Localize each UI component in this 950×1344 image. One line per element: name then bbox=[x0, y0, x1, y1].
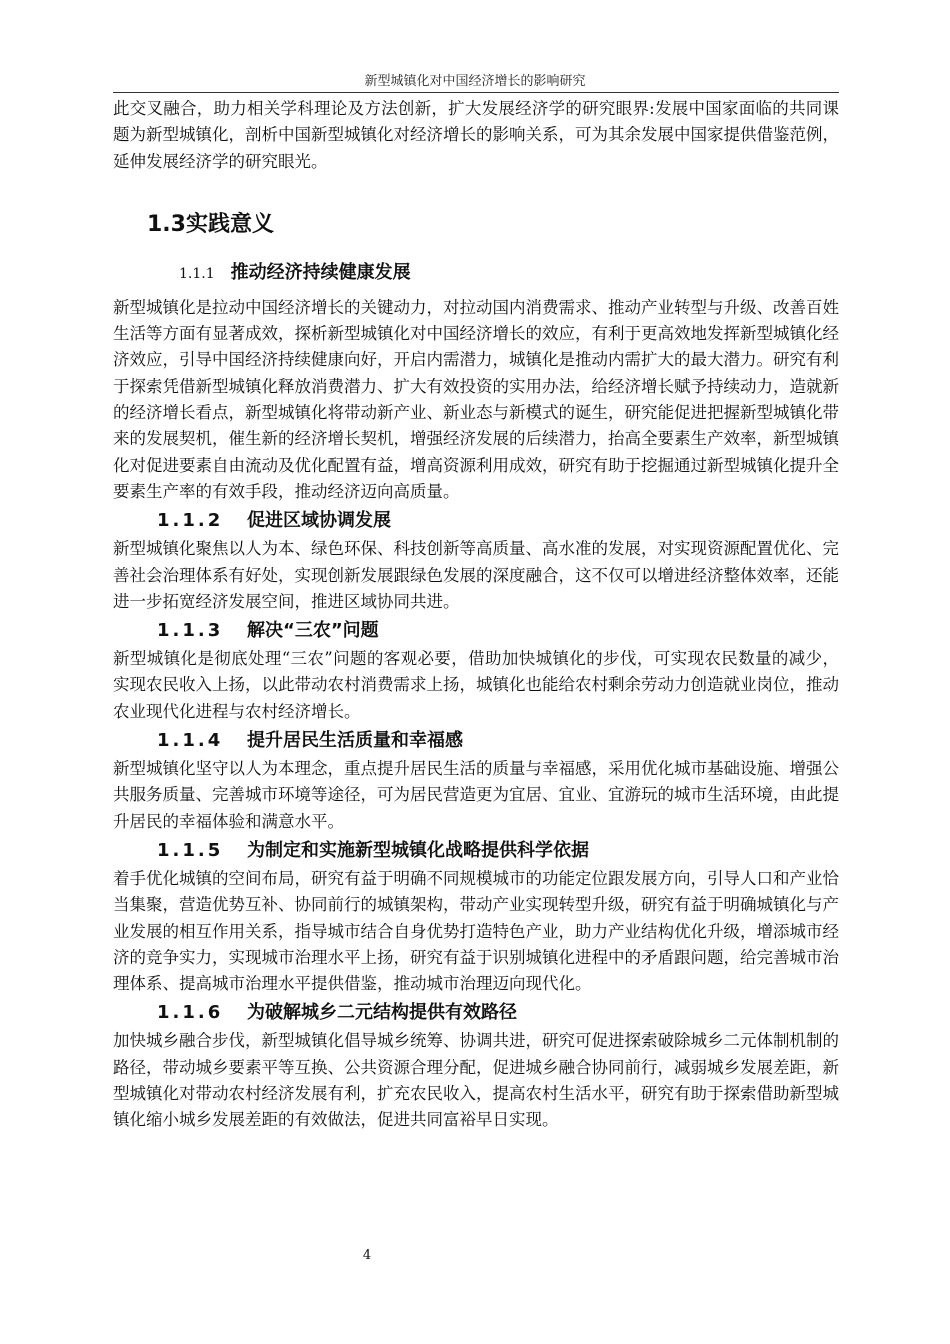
subsection-heading-1 bbox=[179, 258, 839, 289]
subsection-number: 1.1.3 bbox=[157, 620, 224, 642]
subsection-title: 为制定和实施新型城镇化战略提供科学依据 bbox=[247, 839, 589, 861]
page-body bbox=[113, 96, 839, 1134]
running-header: 新型城镇化对中国经济增长的影响研究 bbox=[364, 74, 586, 89]
subsection-paragraph-4: 新型城镇化坚守以人为本理念，重点提升居民生活的质量与幸福感，采用优化城市基础设施、增强公共服务质量、完善城市环境等途径，可为居民营造更为宜居、宜业、宜游玩的城市生活环境，由此提升居民的幸福体验和满意水平。 bbox=[113, 759, 839, 831]
subsection-paragraph-1: 新型城镇化是拉动中国经济增长的关键动力，对拉动国内消费需求、推动产业转型与升级、改善百姓生活等方面有显著成效，探析新型城镇化对中国经济增长的效应，有利于更高效地发挥新型城镇化经济效应，引导中国经济持续健康向好，开启内需潜力，城镇化是推动内需扩大的最大潜力。研究有利于探索凭借新型城镇化释放消费潜力、扩大有效投资的实用办法，给经济增长赋予持续动力，造就新的经济增长看点，新型城镇化将带动新产业、新业态与新模式的诞生，研究能促进把握新型城镇化带来的发展契机，催生新的经济增长契机，增强经济发展的后续潜力，抬高全要素生产效率，新型城镇化对促进要素自由流动及优化配置有益，增高资源利用成效，研究有助于挖掘通过新型城镇化提升全要素生产率的有效手段，推动经济迈向高质量。 bbox=[113, 297, 839, 501]
intro-paragraph: 此交叉融合，助力相关学科理论及方法创新，扩大发展经济学的研究眼界:发展中国家面临的共同课题为新型城镇化，剖析中国新型城镇化对经济增长的影响关系，可为其余发展中国家提供借鉴范例，延伸发展经济学的研究眼光。 bbox=[113, 99, 839, 171]
section-heading: 1.3实践意义 bbox=[147, 211, 274, 237]
subsection-heading-6 bbox=[157, 997, 839, 1028]
subsection-heading-4 bbox=[157, 725, 839, 756]
header-rule bbox=[113, 92, 839, 93]
subsection-number: 1.1.4 bbox=[157, 730, 224, 752]
subsection-paragraph-6: 加快城乡融合步伐，新型城镇化倡导城乡统筹、协调共进，研究可促进探索破除城乡二元体制机制的路径，带动城乡要素平等互换、公共资源合理分配，促进城乡融合协同前行，减弱城乡发展差距，新型城镇化对带动农村经济发展有利，扩充农民收入，提高农村生活水平，研究有助于探索借助新型城镇化缩小城乡发展差距的有效做法，促进共同富裕早日实现。 bbox=[113, 1031, 839, 1130]
subsection-paragraph-3: 新型城镇化是彻底处理“三农”问题的客观必要，借助加快城镇化的步伐，可实现农民数量的减少，实现农民收入上扬，以此带动农村消费需求上扬，城镇化也能给农村剩余劳动力创造就业岗位，推动农业现代化进程与农村经济增长。 bbox=[113, 649, 839, 721]
subsection-paragraph-2: 新型城镇化聚焦以人为本、绿色环保、科技创新等高质量、高水准的发展，对实现资源配置优化、完善社会治理体系有好处，实现创新发展跟绿色发展的深度融合，这不仅可以增进经济整体效率，还能进一步拓宽经济发展空间，推进区域协同共进。 bbox=[113, 539, 839, 611]
subsection-title: 促进区域协调发展 bbox=[247, 510, 391, 532]
subsection-heading-5 bbox=[157, 835, 839, 866]
subsection-number: 1.1.2 bbox=[157, 510, 224, 532]
subsection-number: 1.1.5 bbox=[157, 839, 224, 861]
subsection-title: 推动经济持续健康发展 bbox=[230, 261, 411, 283]
subsection-heading-3 bbox=[157, 615, 839, 646]
subsection-heading-2 bbox=[157, 505, 839, 536]
subsection-number: 1.1.6 bbox=[157, 1002, 224, 1024]
subsection-paragraph-5: 着手优化城镇的空间布局，研究有益于明确不同规模城市的功能定位跟发展方向，引导人口和产业恰当集聚，营造优势互补、协同前行的城镇架构，带动产业实现转型升级，研究有益于明确城镇化与产业发展的相互作用关系，指导城市结合自身优势打造特色产业，助力产业结构优化升级，增添城市经济的竞争实力，实现城市治理水平上扬，研究有益于识别城镇化进程中的矛盾跟问题，给完善城市治理体系、提高城市治理水平提供借鉴，推动城市治理迈向现代化。 bbox=[113, 868, 839, 994]
page-number: 4 bbox=[362, 1248, 372, 1263]
subsection-title: 为破解城乡二元结构提供有效路径 bbox=[247, 1002, 517, 1024]
subsection-title: 解决“三农”问题 bbox=[247, 620, 379, 642]
subsection-number: 1.1.1 bbox=[179, 265, 215, 282]
subsection-title: 提升居民生活质量和幸福感 bbox=[247, 730, 463, 752]
